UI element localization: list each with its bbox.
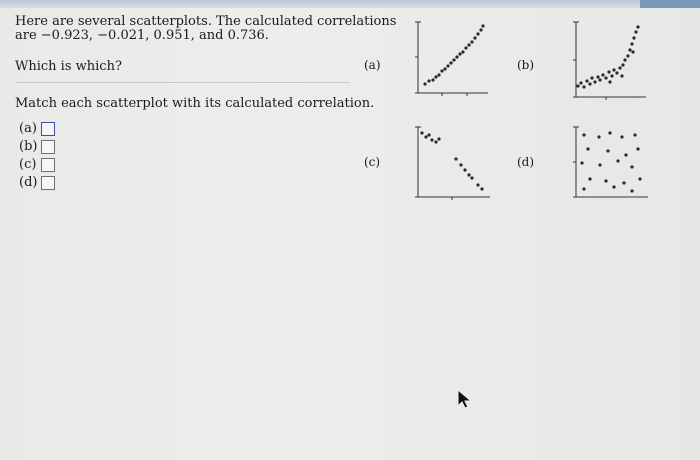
which-is-which-prompt: Which is which?: [15, 59, 122, 74]
section-divider: [15, 82, 350, 83]
answer-input-b[interactable]: [41, 140, 55, 154]
question-text-line-1: Here are several scatterplots. The calculated correlations: [15, 14, 397, 29]
plot-d-axes: [573, 127, 648, 197]
scatterplot-d: [570, 123, 650, 203]
question-text-line-2: are −0.923, −0.021, 0.951, and 0.736.: [15, 28, 269, 43]
arrow-pointer-icon: [456, 389, 474, 409]
plot-c-points: [420, 131, 483, 190]
plot-d-points: [580, 131, 641, 192]
answer-input-d[interactable]: [41, 176, 55, 190]
answer-input-c[interactable]: [41, 158, 55, 172]
plot-label-a: (a): [364, 58, 381, 72]
scatterplot-c: [412, 123, 494, 203]
answer-label-a: (a): [19, 121, 37, 136]
answer-label-d: (d): [19, 175, 38, 190]
plot-label-b: (b): [517, 58, 535, 72]
scatterplot-b: [566, 20, 648, 104]
answer-input-a[interactable]: [41, 122, 55, 136]
match-instruction: Match each scatterplot with its calculated correlation.: [15, 96, 375, 111]
plot-a-points: [423, 24, 484, 85]
answer-label-c: (c): [19, 157, 37, 172]
answer-label-b: (b): [19, 139, 38, 154]
plot-b-points: [576, 25, 639, 88]
plot-label-c: (c): [364, 155, 381, 169]
top-bar-button[interactable]: [640, 0, 700, 8]
window-top-bar: [0, 0, 700, 8]
scatterplot-a: [412, 20, 492, 100]
plot-label-d: (d): [517, 155, 535, 169]
